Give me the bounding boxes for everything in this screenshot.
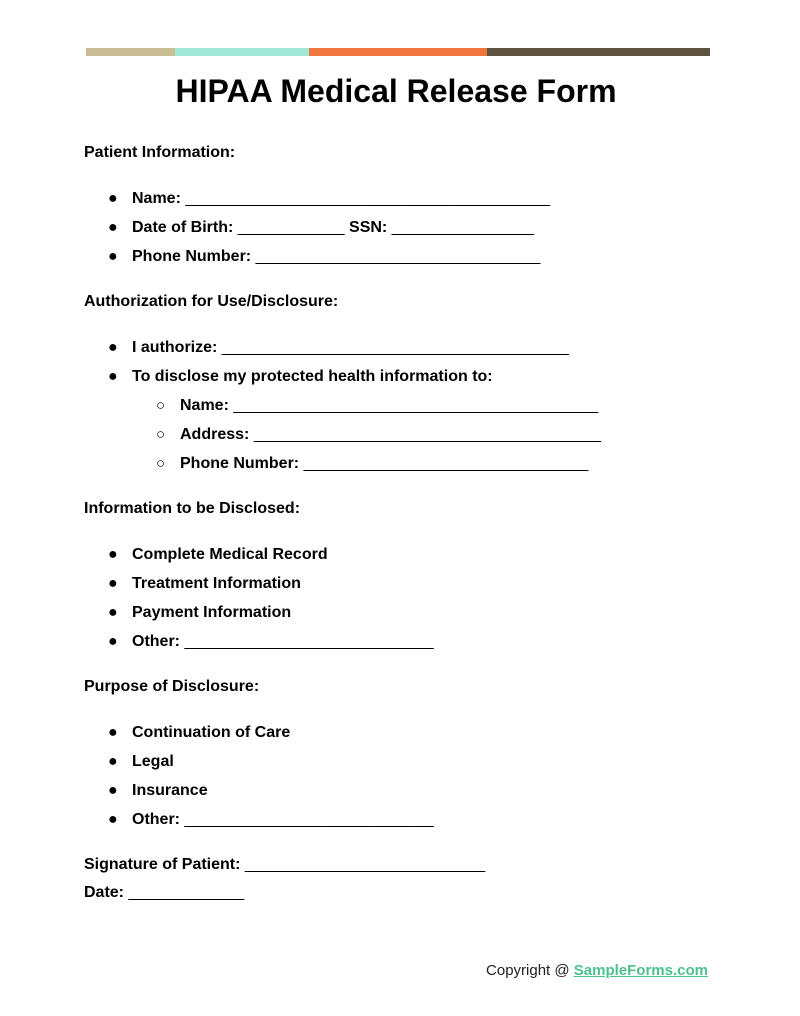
list-item [84,454,724,474]
bullet-disc-icon: ● [108,339,118,356]
field-label: Name: [180,397,229,414]
decorative-color-bar [86,48,710,56]
bullet-circle-icon: ○ [156,426,166,443]
color-bar-segment-orange [309,48,487,56]
field-label: Phone Number: [132,248,252,265]
patient-fields-list [84,189,724,267]
option-label: Complete Medical Record [132,546,328,563]
recipient-name-field[interactable]: _________________________________________ [233,397,599,414]
date-of-birth-field[interactable]: ____________ [237,219,345,236]
field-label: Other: [132,633,180,650]
section-heading: Purpose of Disclosure: [84,678,260,695]
color-bar-segment-brown [487,48,710,56]
patient-phone-field[interactable]: ________________________________ [255,248,541,265]
field-label: To disclose my protected health information to: [132,368,493,385]
bullet-disc-icon: ● [108,753,118,770]
field-label: Phone Number: [180,455,300,472]
signature-row [84,855,724,875]
field-label: Address: [180,426,250,443]
option-label: Payment Information [132,604,292,621]
authorize-field[interactable]: _______________________________________ [221,339,569,356]
information-disclosed-section [84,499,724,652]
list-item [84,810,724,830]
color-bar-segment-mint [175,48,309,56]
sampleforms-link[interactable]: SampleForms.com [573,962,708,979]
bullet-disc-icon: ● [108,575,118,592]
purpose-other-field[interactable]: ____________________________ [184,811,434,828]
list-item [84,574,724,594]
section-heading: Patient Information: [84,144,236,161]
bullet-disc-icon: ● [108,604,118,621]
field-label: Signature of Patient: [84,856,241,873]
field-label: Date: [84,884,125,901]
option-label: Insurance [132,782,208,799]
bullet-circle-icon: ○ [156,455,166,472]
option-label: Legal [132,753,174,770]
bullet-disc-icon: ● [108,633,118,650]
information-other-field[interactable]: ____________________________ [184,633,434,650]
list-item [84,781,724,801]
ssn-field[interactable]: ________________ [391,219,535,236]
bullet-disc-icon: ● [108,546,118,563]
list-item [84,752,724,772]
date-row [84,883,724,903]
recipient-phone-field[interactable]: ________________________________ [303,455,589,472]
list-item [84,632,724,652]
bullet-disc-icon: ● [108,724,118,741]
field-label: SSN: [349,219,388,236]
bullet-disc-icon: ● [108,782,118,799]
list-item [84,247,724,267]
authorization-fields-list [84,338,724,474]
authorization-section [84,292,724,474]
copyright-footer [486,961,708,981]
date-field[interactable]: _____________ [128,884,245,901]
list-item [84,189,724,209]
option-label: Treatment Information [132,575,301,592]
patient-information-section [84,143,724,267]
field-label: Name: [132,190,181,207]
signature-section [84,855,724,903]
bullet-circle-icon: ○ [156,397,166,414]
field-label: Other: [132,811,180,828]
list-item [84,338,724,358]
list-item [84,545,724,565]
page-title: HIPAA Medical Release Form [175,73,617,109]
field-label: I authorize: [132,339,218,356]
section-heading: Information to be Disclosed: [84,500,301,517]
list-item [84,218,724,238]
bullet-disc-icon: ● [108,368,118,385]
list-item [84,723,724,743]
option-label: Continuation of Care [132,724,291,741]
information-options-list [84,545,724,652]
list-item [84,425,724,445]
list-item [84,396,724,416]
section-heading: Authorization for Use/Disclosure: [84,293,339,310]
recipient-address-field[interactable]: _______________________________________ [253,426,601,443]
copyright-text: Copyright @ [486,962,574,979]
signature-field[interactable]: ___________________________ [244,856,486,873]
list-item [84,603,724,623]
bullet-disc-icon: ● [108,219,118,236]
form-body [84,143,724,903]
purpose-options-list [84,723,724,830]
field-label: Date of Birth: [132,219,234,236]
bullet-disc-icon: ● [108,811,118,828]
bullet-disc-icon: ● [108,248,118,265]
list-item [84,367,724,387]
patient-name-field[interactable]: _________________________________________ [185,190,551,207]
color-bar-segment-tan [86,48,175,56]
bullet-disc-icon: ● [108,190,118,207]
purpose-section [84,677,724,830]
